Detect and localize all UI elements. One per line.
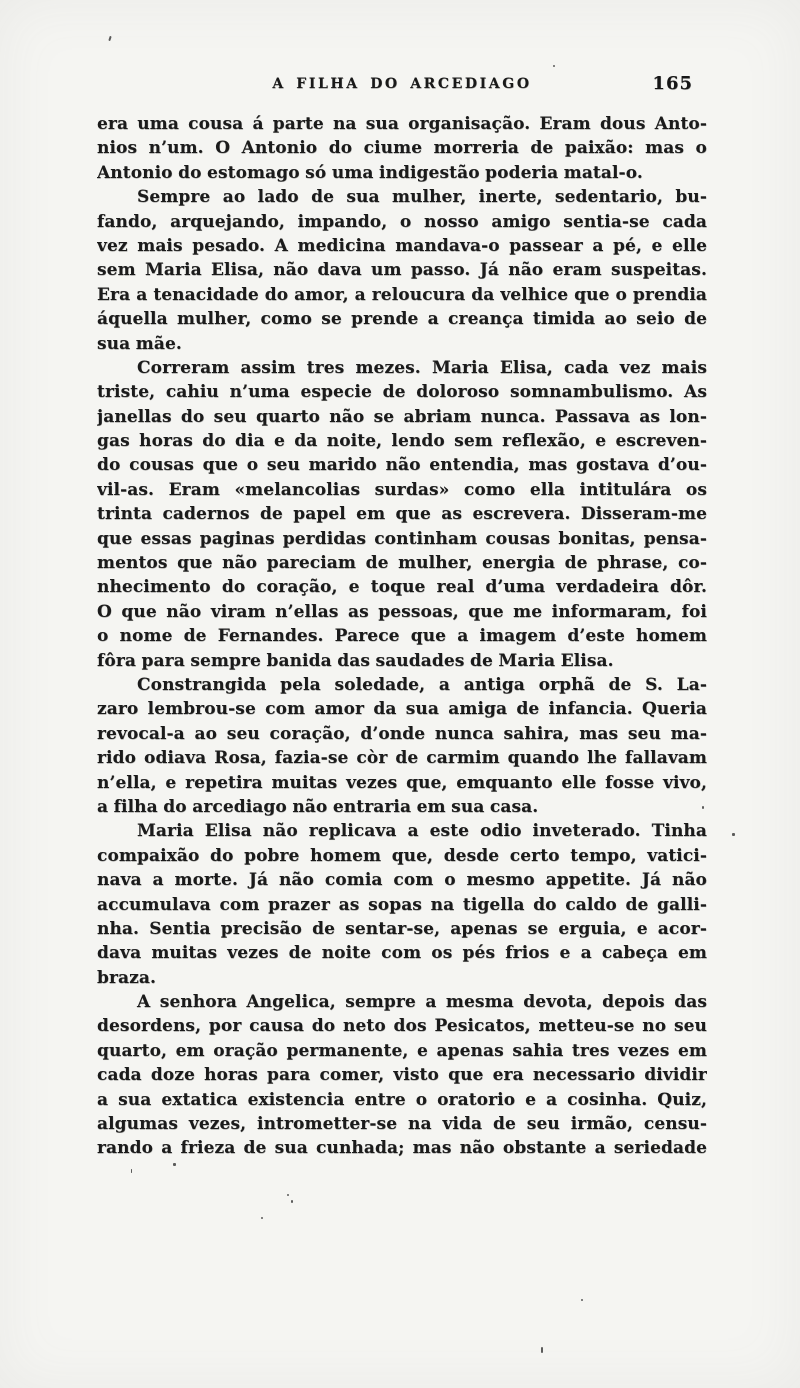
scan-speck xyxy=(108,36,111,41)
text-line: Correram assim tres mezes. Maria Elisa, cada vez mais xyxy=(137,357,707,378)
text-line: zaro lembrou-se com amor da sua amiga de infancia. Queria xyxy=(97,699,707,720)
text-line: sua mãe. xyxy=(97,333,182,354)
scan-speck xyxy=(291,1200,293,1203)
text-line: vil-as. Eram «melancolias surdas» como ella intitulára os xyxy=(97,479,707,500)
running-header xyxy=(97,73,707,98)
text-line: que essas paginas perdidas continham cousas bonitas, pensa- xyxy=(97,528,707,549)
paragraph xyxy=(97,356,707,673)
paragraph xyxy=(97,819,707,990)
scan-speck xyxy=(581,1299,583,1301)
text-line: dava muitas vezes de noite com os pés frios e a cabeça em xyxy=(97,943,707,964)
text-line: janellas do seu quarto não se abriam nunca. Passava as lon- xyxy=(97,406,707,427)
text-line: O que não viram n’ellas as pessoas, que me informaram, foi xyxy=(97,601,707,622)
page-title: A FILHA DO ARCEDIAGO xyxy=(272,76,532,92)
scan-speck xyxy=(287,1194,289,1196)
text-line: nhecimento do coração, e toque real d’uma verdadeira dôr. xyxy=(97,577,707,598)
text-line: Constrangida pela soledade, a antiga orphã de S. La- xyxy=(137,674,707,695)
text-line: n’ella, e repetira muitas vezes que, emquanto elle fosse vivo, xyxy=(97,772,707,793)
text-line: nha. Sentia precisão de sentar-se, apenas se erguia, e acor- xyxy=(97,918,707,939)
text-line: A senhora Angelica, sempre a mesma devota, depois das xyxy=(137,992,707,1013)
paragraph xyxy=(97,673,707,819)
text-line: triste, cahiu n’uma especie de doloroso somnambulismo. As xyxy=(97,382,707,403)
scan-speck xyxy=(732,833,735,836)
text-line: sem Maria Elisa, não dava um passo. Já não eram suspeitas. xyxy=(97,260,707,281)
paragraph xyxy=(97,990,707,1161)
scan-speck xyxy=(173,1163,176,1166)
text-line: fôra para sempre banida das saudades de Maria Elisa. xyxy=(97,650,614,671)
text-line: do cousas que o seu marido não entendia, mas gostava d’ou- xyxy=(97,455,707,476)
text-line: cada doze horas para comer, visto que era necessario dividir xyxy=(97,1065,707,1086)
text-line: trinta cadernos de papel em que as escrevera. Disseram-me xyxy=(97,504,707,525)
text-line: nava a morte. Já não comia com o mesmo appetite. Já não xyxy=(97,870,707,891)
scan-speck xyxy=(131,1169,132,1173)
text-line: áquella mulher, como se prende a creança timida ao seio de xyxy=(97,309,707,330)
paragraph xyxy=(97,185,707,356)
scan-speck xyxy=(553,65,555,67)
text-line: mentos que não pareciam de mulher, energia de phrase, co- xyxy=(97,553,707,574)
text-line: a filha do arcediago não entraria em sua casa. xyxy=(97,796,539,817)
text-line: Antonio do estomago só uma indigestão poderia matal-o. xyxy=(97,162,643,183)
text-line: desordens, por causa do neto dos Pesicatos, metteu-se no seu xyxy=(97,1016,707,1037)
page-number: 165 xyxy=(652,73,693,94)
text-line: gas horas do dia e da noite, lendo sem reflexão, e escreven- xyxy=(97,431,707,452)
text-line: quarto, em oração permanente, e apenas sahia tres vezes em xyxy=(97,1040,707,1061)
text-line: compaixão do pobre homem que, desde certo tempo, vatici- xyxy=(97,845,707,866)
text-line: algumas vezes, intrometter-se na vida de seu irmão, censu- xyxy=(97,1114,707,1135)
text-line: rido odiava Rosa, fazia-se còr de carmim quando lhe fallavam xyxy=(97,748,707,769)
text-line: o nome de Fernandes. Parece que a imagem d’este homem xyxy=(97,626,707,647)
text-line: Maria Elisa não replicava a este odio inveterado. Tinha xyxy=(137,821,707,842)
text-line: revocal-a ao seu coração, d’onde nunca sahira, mas seu ma- xyxy=(97,723,707,744)
text-line: fando, arquejando, impando, o nosso amigo sentia-se cada xyxy=(97,211,707,232)
scan-speck xyxy=(261,1217,263,1219)
text-line: a sua extatica existencia entre o oratorio e a cosinha. Quiz, xyxy=(97,1089,707,1110)
text-line: Sempre ao lado de sua mulher, inerte, sedentario, bu- xyxy=(137,187,707,208)
text-line: Era a tenacidade do amor, a reloucura da velhice que o prendia xyxy=(97,284,707,305)
text-line: nios n’um. O Antonio do ciume morreria de paixão: mas o xyxy=(97,138,707,159)
scan-speck xyxy=(702,806,704,809)
text-line: accumulava com prazer as sopas na tigella do caldo de galli- xyxy=(97,894,707,915)
text-line: braza. xyxy=(97,967,157,988)
text-line: era uma cousa á parte na sua organisação. Eram dous Anto- xyxy=(97,114,707,134)
body-text xyxy=(97,112,707,1161)
paragraph xyxy=(97,112,707,185)
scan-speck xyxy=(541,1347,543,1353)
text-line: vez mais pesado. A medicina mandava-o passear a pé, e elle xyxy=(97,235,707,256)
text-line: rando a frieza de sua cunhada; mas não obstante a seriedade xyxy=(97,1138,707,1159)
